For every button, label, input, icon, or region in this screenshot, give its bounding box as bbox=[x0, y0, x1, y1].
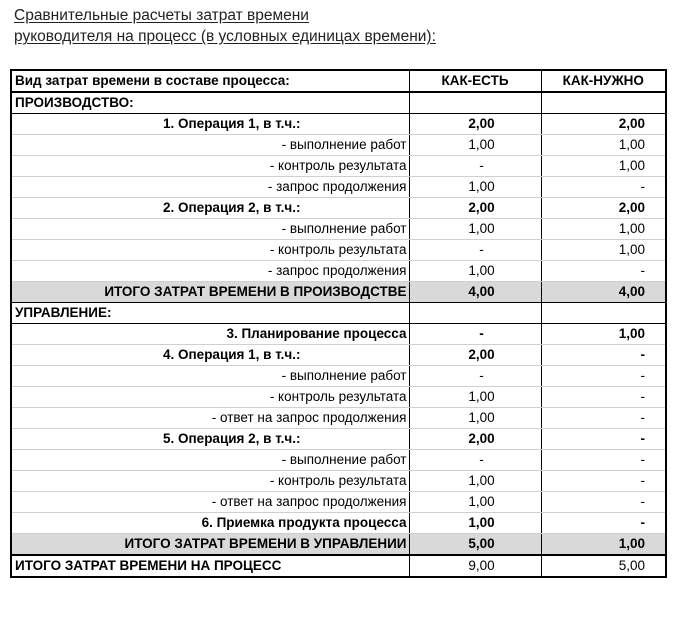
to-be-value: 4,00 bbox=[541, 282, 666, 303]
row-label: 6. Приемка продукта процесса bbox=[11, 513, 409, 534]
table-row bbox=[11, 177, 666, 198]
table-row bbox=[11, 219, 666, 240]
header-cost-type: Вид затрат времени в составе процесса: bbox=[11, 70, 409, 92]
as-is-value bbox=[409, 303, 541, 324]
as-is-value: 1,00 bbox=[409, 513, 541, 534]
as-is-value: 1,00 bbox=[409, 408, 541, 429]
table-row bbox=[11, 513, 666, 534]
to-be-value: - bbox=[541, 429, 666, 450]
table-row bbox=[11, 408, 666, 429]
section-management-row bbox=[11, 303, 666, 324]
row-label: - выполнение работ bbox=[11, 366, 409, 387]
to-be-value: 1,00 bbox=[541, 219, 666, 240]
title-line-1: Сравнительные расчеты затрат времени bbox=[14, 7, 309, 24]
table-header-row bbox=[11, 70, 666, 92]
to-be-value bbox=[541, 303, 666, 324]
to-be-value: - bbox=[541, 450, 666, 471]
as-is-value: - bbox=[409, 156, 541, 177]
row-label: 5. Операция 2, в т.ч.: bbox=[11, 429, 409, 450]
table-row bbox=[11, 324, 666, 345]
table-row bbox=[11, 450, 666, 471]
to-be-value: - bbox=[541, 366, 666, 387]
as-is-value: 1,00 bbox=[409, 261, 541, 282]
as-is-value bbox=[409, 92, 541, 114]
row-label: 4. Операция 1, в т.ч.: bbox=[11, 345, 409, 366]
to-be-value: 5,00 bbox=[541, 555, 666, 577]
grand-total-row bbox=[11, 555, 666, 577]
as-is-value: 1,00 bbox=[409, 177, 541, 198]
table-row bbox=[11, 156, 666, 177]
as-is-value: - bbox=[409, 366, 541, 387]
to-be-value: - bbox=[541, 387, 666, 408]
row-label: - контроль результата bbox=[11, 471, 409, 492]
table-row bbox=[11, 429, 666, 450]
as-is-value: - bbox=[409, 450, 541, 471]
table-row bbox=[11, 261, 666, 282]
to-be-value: - bbox=[541, 471, 666, 492]
to-be-value: - bbox=[541, 408, 666, 429]
row-label: - контроль результата bbox=[11, 387, 409, 408]
row-label: ИТОГО ЗАТРАТ ВРЕМЕНИ НА ПРОЦЕСС bbox=[11, 555, 409, 577]
row-label: 2. Операция 2, в т.ч.: bbox=[11, 198, 409, 219]
table-row bbox=[11, 240, 666, 261]
to-be-value: - bbox=[541, 492, 666, 513]
document-title bbox=[14, 5, 664, 47]
row-label: 1. Операция 1, в т.ч.: bbox=[11, 114, 409, 135]
row-label: - выполнение работ bbox=[11, 450, 409, 471]
table-row bbox=[11, 471, 666, 492]
to-be-value: 1,00 bbox=[541, 156, 666, 177]
table-row bbox=[11, 387, 666, 408]
as-is-value: - bbox=[409, 324, 541, 345]
table-row bbox=[11, 345, 666, 366]
to-be-value: 1,00 bbox=[541, 324, 666, 345]
row-label: 3. Планирование процесса bbox=[11, 324, 409, 345]
as-is-value: 1,00 bbox=[409, 471, 541, 492]
as-is-value: 5,00 bbox=[409, 534, 541, 556]
as-is-value: 2,00 bbox=[409, 345, 541, 366]
row-label: - выполнение работ bbox=[11, 135, 409, 156]
row-label: ИТОГО ЗАТРАТ ВРЕМЕНИ В УПРАВЛЕНИИ bbox=[11, 534, 409, 556]
row-label: - выполнение работ bbox=[11, 219, 409, 240]
to-be-value: 1,00 bbox=[541, 135, 666, 156]
to-be-value: - bbox=[541, 177, 666, 198]
total-production-row bbox=[11, 282, 666, 303]
to-be-value: - bbox=[541, 513, 666, 534]
row-label: - контроль результата bbox=[11, 156, 409, 177]
to-be-value: 1,00 bbox=[541, 534, 666, 556]
to-be-value: - bbox=[541, 261, 666, 282]
title-line-2: руководителя на процесс (в условных единицах времени): bbox=[14, 28, 436, 45]
row-label: ИТОГО ЗАТРАТ ВРЕМЕНИ В ПРОИЗВОДСТВЕ bbox=[11, 282, 409, 303]
to-be-value bbox=[541, 92, 666, 114]
as-is-value: 4,00 bbox=[409, 282, 541, 303]
as-is-value: 2,00 bbox=[409, 114, 541, 135]
row-label: ПРОИЗВОДСТВО: bbox=[11, 92, 409, 114]
as-is-value: 1,00 bbox=[409, 135, 541, 156]
table-row bbox=[11, 198, 666, 219]
row-label: - ответ на запрос продолжения bbox=[11, 408, 409, 429]
total-management-row bbox=[11, 534, 666, 556]
table-row bbox=[11, 135, 666, 156]
row-label: - ответ на запрос продолжения bbox=[11, 492, 409, 513]
to-be-value: 1,00 bbox=[541, 240, 666, 261]
as-is-value: 1,00 bbox=[409, 219, 541, 240]
section-production-row bbox=[11, 92, 666, 114]
header-to-be: КАК-НУЖНО bbox=[541, 70, 666, 92]
row-label: - контроль результата bbox=[11, 240, 409, 261]
row-label: УПРАВЛЕНИЕ: bbox=[11, 303, 409, 324]
to-be-value: 2,00 bbox=[541, 198, 666, 219]
table-row bbox=[11, 492, 666, 513]
as-is-value: - bbox=[409, 240, 541, 261]
time-cost-table bbox=[10, 69, 667, 578]
as-is-value: 2,00 bbox=[409, 429, 541, 450]
table-row bbox=[11, 366, 666, 387]
header-as-is: КАК-ЕСТЬ bbox=[409, 70, 541, 92]
as-is-value: 1,00 bbox=[409, 492, 541, 513]
to-be-value: - bbox=[541, 345, 666, 366]
as-is-value: 1,00 bbox=[409, 387, 541, 408]
row-label: - запрос продолжения bbox=[11, 177, 409, 198]
as-is-value: 2,00 bbox=[409, 198, 541, 219]
as-is-value: 9,00 bbox=[409, 555, 541, 577]
row-label: - запрос продолжения bbox=[11, 261, 409, 282]
to-be-value: 2,00 bbox=[541, 114, 666, 135]
table-row bbox=[11, 114, 666, 135]
